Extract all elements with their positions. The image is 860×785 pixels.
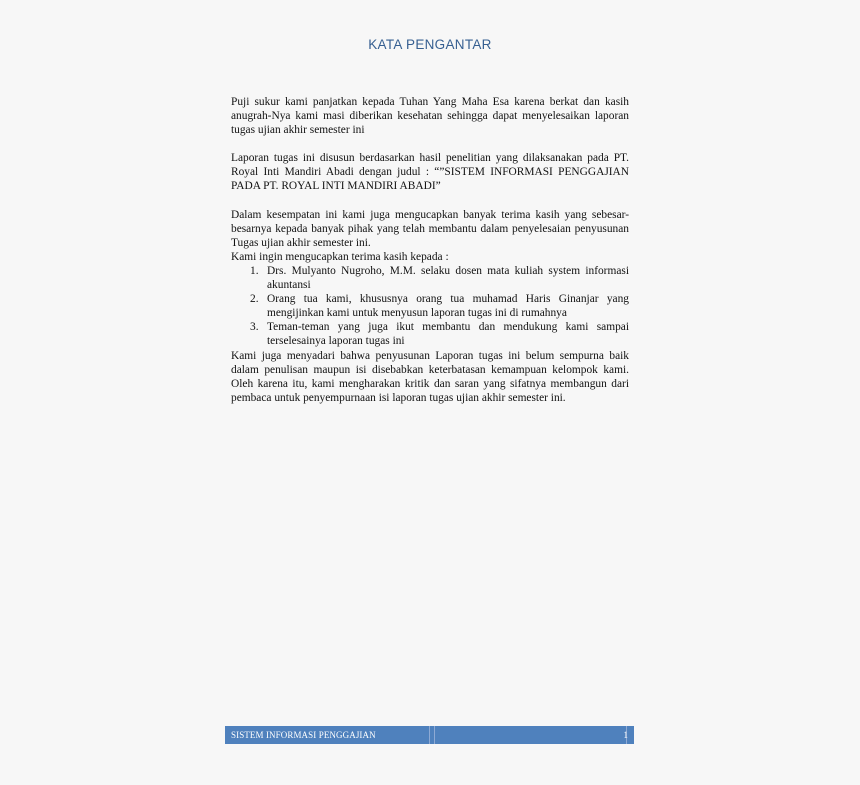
list-item <box>231 264 629 292</box>
footer-divider <box>434 726 435 744</box>
list-item-text: Orang tua kami, khususnya orang tua muhamad Haris Ginanjar yang mengijinkan kami untuk menyusun laporan tugas ini di rumahnya <box>267 293 629 320</box>
page-footer <box>225 726 634 744</box>
document-body <box>231 95 629 405</box>
page-title: KATA PENGANTAR <box>368 37 492 52</box>
list-item-number: 2. <box>250 293 259 306</box>
thanks-list <box>231 264 629 349</box>
list-item-text: Drs. Mulyanto Nugroho, M.M. selaku dosen mata kuliah system informasi akuntansi <box>267 264 629 292</box>
footer-title: SISTEM INFORMASI PENGGAJIAN <box>231 730 376 740</box>
paragraph-gratitude: Puji sukur kami panjatkan kepada Tuhan Yang Maha Esa karena berkat dan kasih anugrah-Nya kami masi diberikan kesehatan sehingga dapat menyelesaikan laporan tugas ujian akhir semester ini <box>231 96 629 137</box>
list-item-number: 1. <box>250 264 259 277</box>
paragraph-thanks-to: Kami ingin mengucapkan terima kasih kepada : <box>231 250 449 263</box>
paragraph-closing: Kami juga menyadari bahwa penyusunan Laporan tugas ini belum sempurna baik dalam penulisan maupun isi disebabkan keterbatasan kemampuan kelompok kami. Oleh karena itu, kami mengharakan kritik dan saran yang sifatnya membangun dari pembaca untuk penyempurnaan isi laporan tugas ujian akhir semester ini. <box>231 349 629 404</box>
footer-page-number: 1 <box>623 730 628 740</box>
paragraph-report-basis: Laporan tugas ini disusun berdasarkan hasil penelitian yang dilaksanakan pada PT. Royal Inti Mandiri Abadi dengan judul : “”SISTEM INFORMASI PENGGAJIAN PADA PT. ROYAL INTI MANDIRI ABADI” <box>231 152 629 193</box>
list-item <box>231 292 629 320</box>
footer-divider <box>429 726 430 744</box>
paragraph-thanks-intro: Dalam kesempatan ini kami juga mengucapkan banyak terima kasih yang sebesar-besarnya kepada banyak pihak yang telah membantu dalam penyelesaian penyusunan Tugas ujian akhir semester ini. <box>231 208 629 249</box>
list-item <box>231 320 629 348</box>
paragraph-gap <box>231 194 629 208</box>
list-item-number: 3. <box>250 321 259 334</box>
paragraph-gap <box>231 137 629 151</box>
list-item-text: Teman-teman yang juga ikut membantu dan mendukung kami sampai terselesainya laporan tugas ini <box>267 321 629 348</box>
